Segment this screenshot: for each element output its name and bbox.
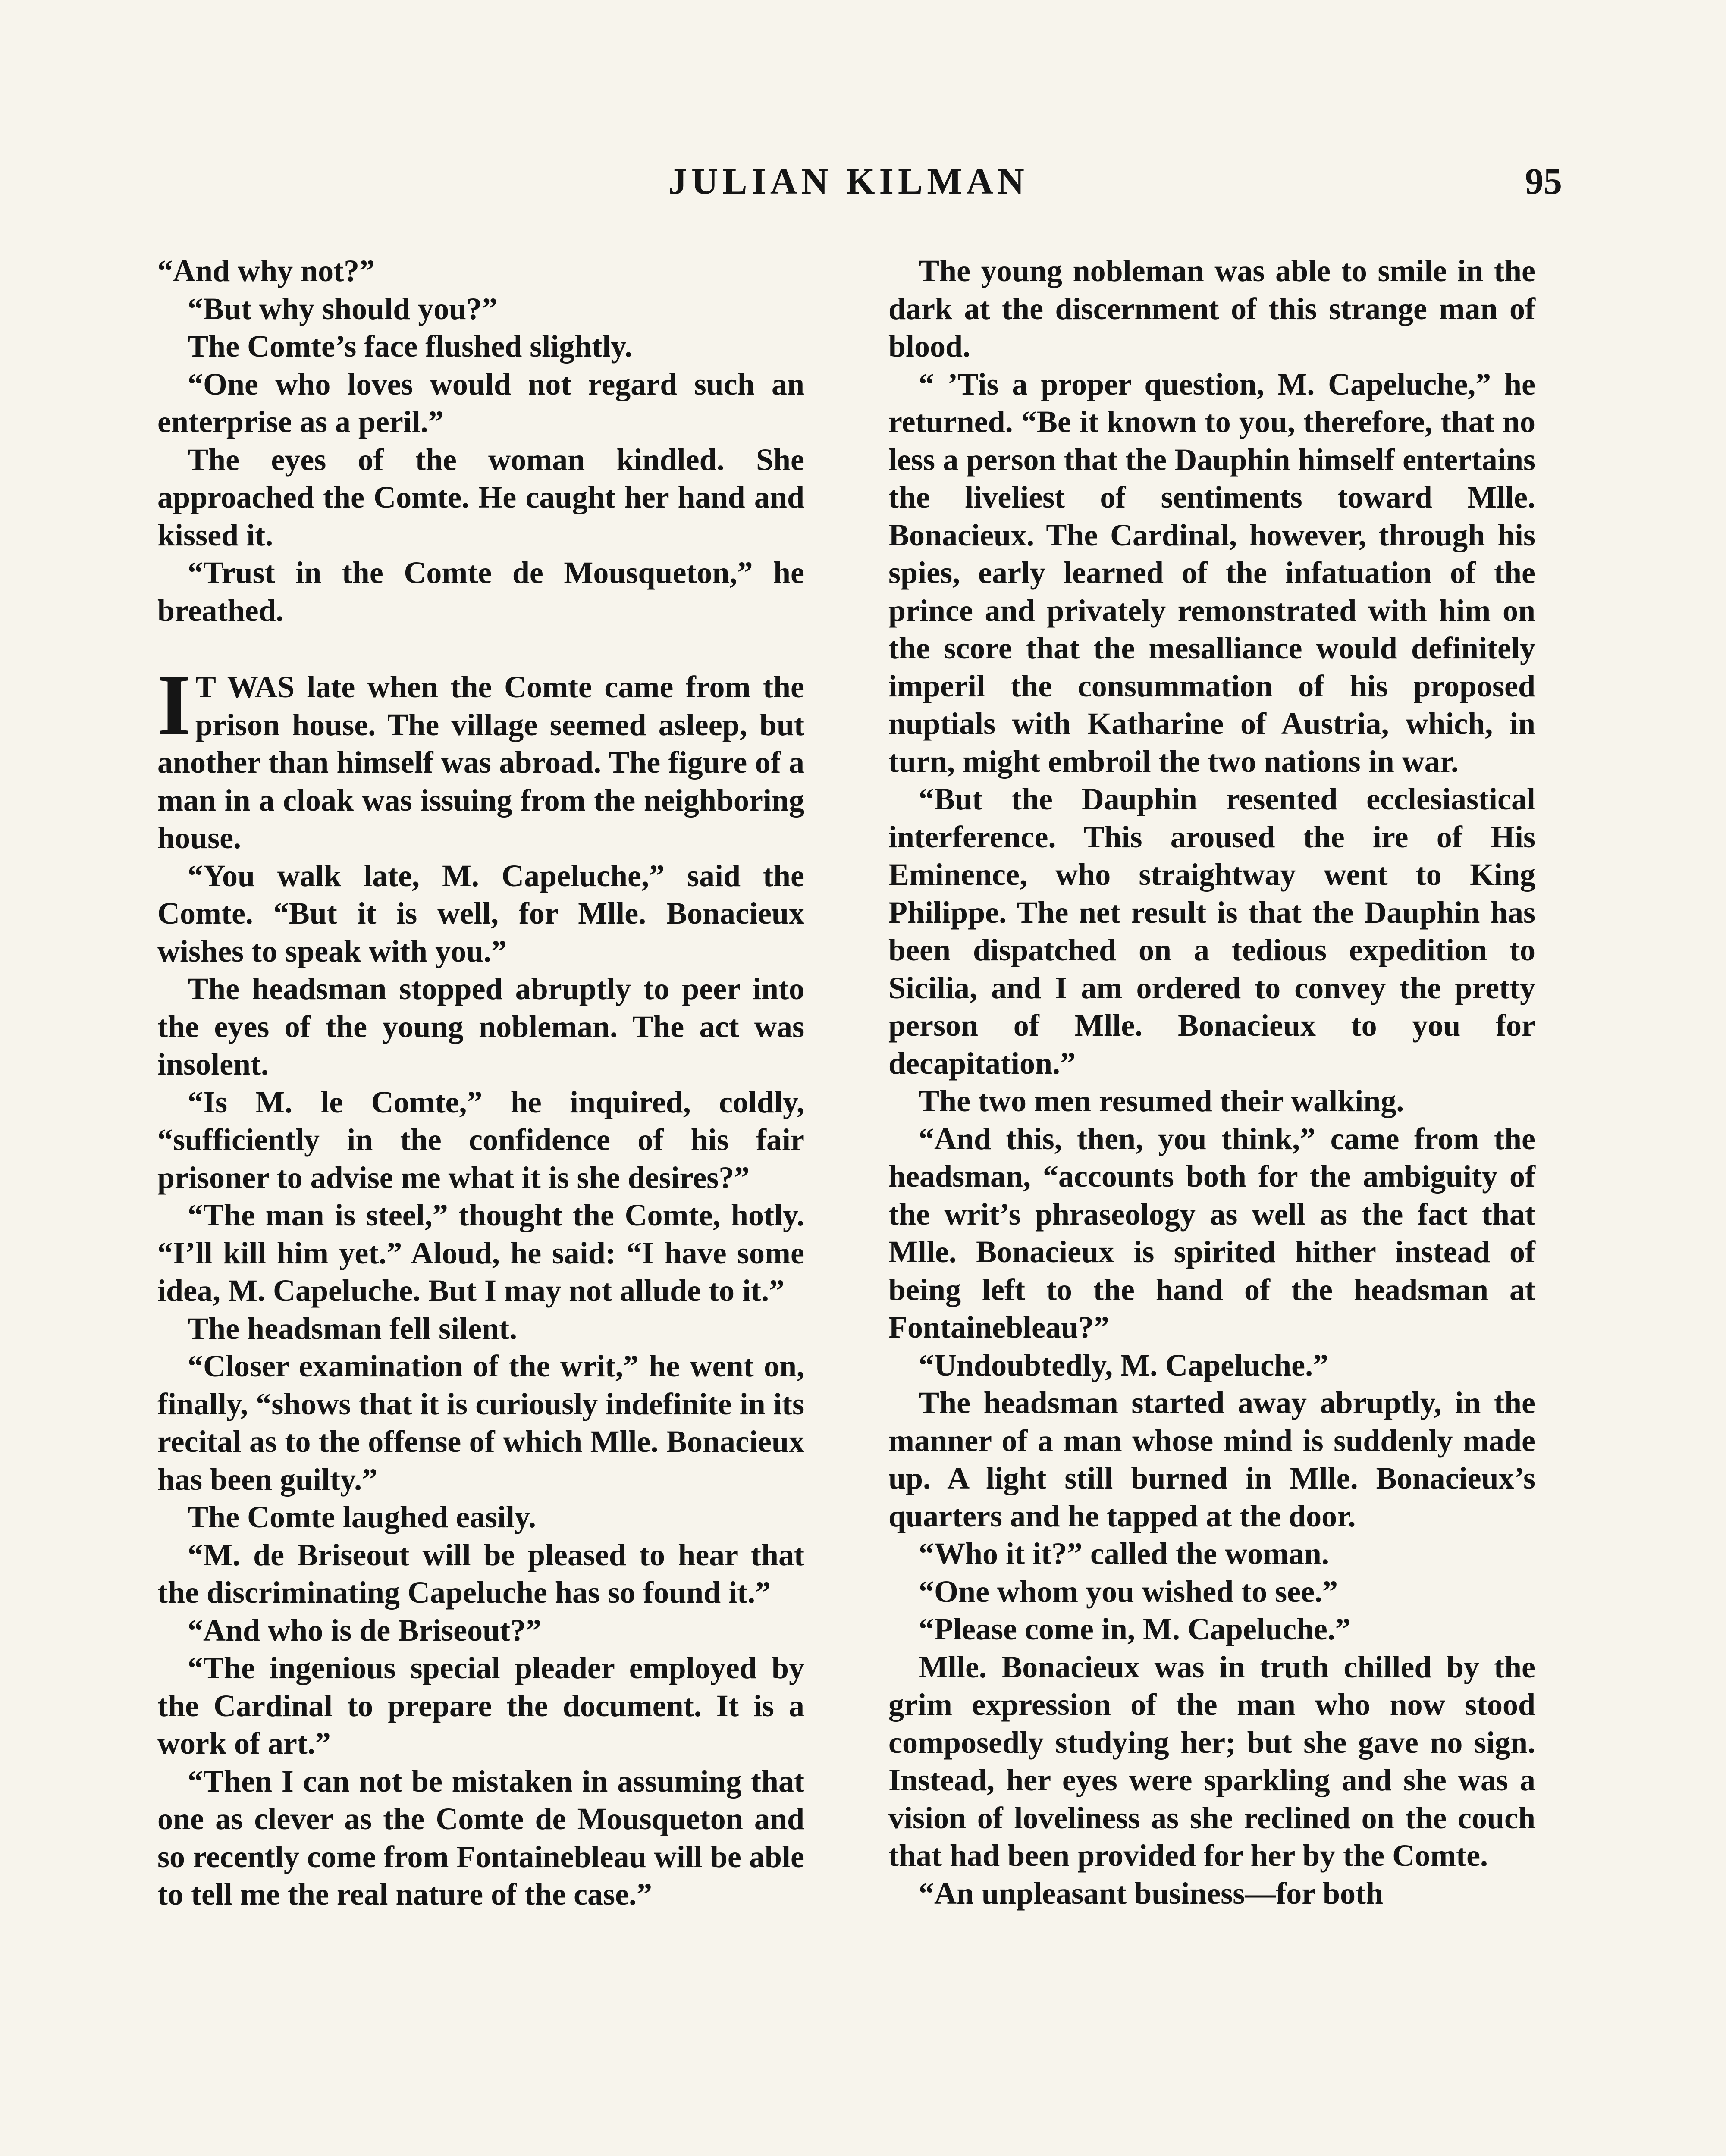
paragraph: “The man is steel,” thought the Comte, hotly. “I’ll kill him yet.” Aloud, he said: “I have some idea, M. Capeluche. But I may not allude to it.” bbox=[157, 1198, 804, 1308]
paragraph: “Closer examination of the writ,” he went on, finally, “shows that it is curiously indefinite in its recital as to the offense of which Mlle. Bonacieux has been guilty.” bbox=[157, 1349, 804, 1497]
paragraph: “Please come in, M. Capeluche.” bbox=[919, 1612, 1351, 1646]
paragraph: The Comte’s face flushed slightly. bbox=[188, 329, 633, 364]
paragraph: The two men resumed their walking. bbox=[919, 1084, 1404, 1118]
paragraph: The Comte laughed easily. bbox=[188, 1500, 537, 1534]
paragraph: The headsman started away abruptly, in the manner of a man whose mind is suddenly made up. A light still burned in Mlle. Bonacieux’s quarters and he tapped at the door. bbox=[888, 1385, 1535, 1533]
paragraph: “An unpleasant business—for both bbox=[919, 1876, 1384, 1911]
paragraph: The eyes of the woman kindled. She approached the Comte. He caught her hand and kissed it. bbox=[157, 442, 804, 552]
paragraph: “ ’Tis a proper question, M. Capeluche,” he returned. “Be it known to you, therefore, that no less a person that the Dauphin himself entertains the liveliest of sentiments toward Mlle. Bonacieux. The Cardinal, however, through his spies, early learned of the infatuation of the prince and privately remonstrated with him on the score that the mesalliance would definitely imperil the consummation of his proposed nuptials with Katharine of Austria, which, in turn, might embroil the two nations in war. bbox=[888, 367, 1535, 779]
paragraph: “The ingenious special pleader employed by the Cardinal to prepare the document. It is a work of art.” bbox=[157, 1651, 804, 1761]
paragraph: “But the Dauphin resented ecclesiastical interference. This aroused the ire of His Eminence, who straightway went to King Philippe. The net result is that the Dauphin has been dispatched on a tedious expedition to Sicilia, and I am ordered to convey the pretty person of Mlle. Bonacieux to you for decapitation.” bbox=[888, 782, 1535, 1081]
header-author: JULIAN KILMAN bbox=[668, 160, 1029, 202]
paragraph: “And why not?” bbox=[157, 254, 375, 288]
paragraph: “One who loves would not regard such an enterprise as a peril.” bbox=[157, 367, 804, 439]
paragraph: “Who it it?” called the woman. bbox=[919, 1536, 1329, 1571]
paragraph: “Then I can not be mistaken in assuming that one as clever as the Comte de Mousqueton and so recently come from Fontainebleau will be able to tell me the real nature of the case.” bbox=[157, 1764, 804, 1912]
paragraph: “And this, then, you think,” came from the headsman, “accounts both for the ambiguity of the writ’s phraseology as well as the fact that Mlle. Bonacieux is spirited hither instead of being left to the hand of the headsman at Fontainebleau?” bbox=[888, 1121, 1535, 1344]
running-header bbox=[668, 160, 1562, 211]
paragraph: “One whom you wished to see.” bbox=[919, 1574, 1338, 1609]
drop-cap: I bbox=[157, 658, 191, 753]
left-column bbox=[157, 252, 804, 1914]
paragraph: “And who is de Briseout?” bbox=[188, 1613, 542, 1648]
paragraph: The headsman fell silent. bbox=[188, 1311, 518, 1346]
section-start-paragraph bbox=[157, 658, 804, 857]
paragraph: The young nobleman was able to smile in the dark at the discernment of this strange man of blood. bbox=[888, 254, 1535, 364]
drop-cap-text: T WAS late when the Comte came from the prison house. The village seemed asleep, but another than himself was abroad. The figure of a man in a cloak was issuing from the neighboring house. bbox=[157, 670, 804, 855]
paragraph: “But why should you?” bbox=[188, 291, 498, 326]
paragraph: “You walk late, M. Capeluche,” said the Comte. “But it is well, for Mlle. Bonacieux wishes to speak with you.” bbox=[157, 858, 804, 968]
paragraph: “Trust in the Comte de Mousqueton,” he breathed. bbox=[157, 555, 804, 628]
paragraph: “Undoubtedly, M. Capeluche.” bbox=[919, 1348, 1329, 1382]
page-number: 95 bbox=[1525, 160, 1562, 202]
paragraph: “Is M. le Comte,” he inquired, coldly, “sufficiently in the confidence of his fair prisoner to advise me what it is she desires?” bbox=[157, 1084, 804, 1195]
right-column bbox=[888, 252, 1535, 1912]
paragraph: The headsman stopped abruptly to peer into the eyes of the young nobleman. The act was insolent. bbox=[157, 971, 804, 1081]
paragraph: Mlle. Bonacieux was in truth chilled by the grim expression of the man who now stood composedly studying her; but she gave no sign. Instead, her eyes were sparkling and she was a vision of loveliness as she reclined on the couch that had been provided for her by the Comte. bbox=[888, 1649, 1535, 1873]
paragraph: “M. de Briseout will be pleased to hear that the discriminating Capeluche has so found it.” bbox=[157, 1537, 804, 1610]
